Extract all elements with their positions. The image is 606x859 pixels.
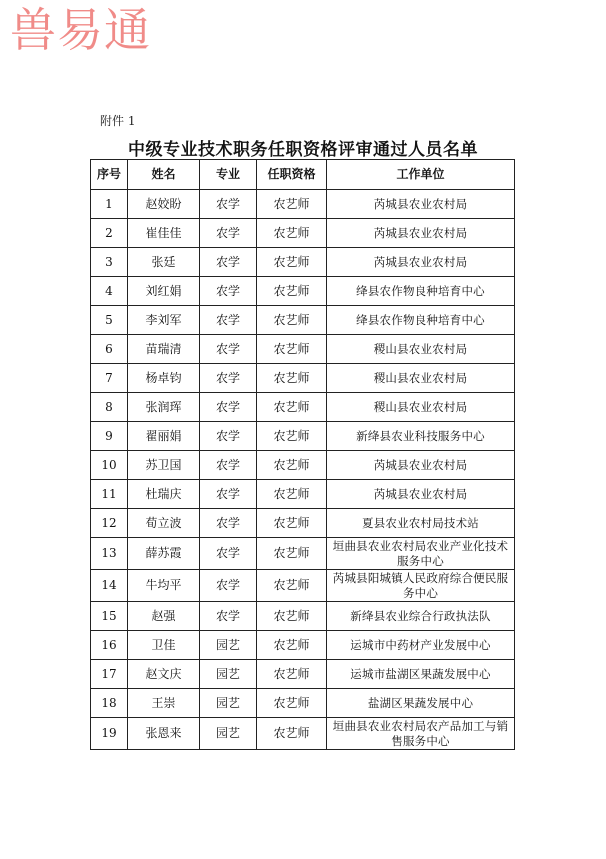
cell-name: 崔佳佳 — [128, 219, 200, 248]
cell-qualification: 农艺师 — [257, 335, 327, 364]
table-row — [91, 660, 515, 689]
cell-qualification: 农艺师 — [257, 718, 327, 750]
cell-major: 园艺 — [200, 660, 257, 689]
cell-name: 翟丽娟 — [128, 422, 200, 451]
cell-major: 农学 — [200, 393, 257, 422]
cell-major: 农学 — [200, 190, 257, 219]
cell-unit: 芮城县农业农村局 — [327, 248, 515, 277]
cell-qualification: 农艺师 — [257, 480, 327, 509]
cell-major: 农学 — [200, 451, 257, 480]
cell-major: 农学 — [200, 335, 257, 364]
table-row — [91, 602, 515, 631]
cell-no: 13 — [91, 538, 128, 570]
roster-table — [90, 159, 515, 750]
cell-major: 农学 — [200, 277, 257, 306]
cell-major: 农学 — [200, 509, 257, 538]
table-row — [91, 570, 515, 602]
cell-major: 农学 — [200, 364, 257, 393]
cell-qualification: 农艺师 — [257, 364, 327, 393]
table-row — [91, 509, 515, 538]
cell-qualification: 农艺师 — [257, 689, 327, 718]
header-row — [91, 160, 515, 190]
cell-no: 14 — [91, 570, 128, 602]
cell-name: 刘红娟 — [128, 277, 200, 306]
cell-no: 10 — [91, 451, 128, 480]
document-title: 中级专业技术职务任职资格评审通过人员名单 — [128, 140, 478, 160]
cell-qualification: 农艺师 — [257, 509, 327, 538]
cell-unit: 垣曲县农业农村局农产品加工与销售服务中心 — [327, 718, 515, 750]
cell-major: 农学 — [200, 602, 257, 631]
cell-unit: 稷山县农业农村局 — [327, 364, 515, 393]
cell-name: 杜瑞庆 — [128, 480, 200, 509]
cell-name: 杨卓钧 — [128, 364, 200, 393]
cell-major: 园艺 — [200, 689, 257, 718]
table-row — [91, 335, 515, 364]
cell-qualification: 农艺师 — [257, 570, 327, 602]
cell-unit: 新绛县农业科技服务中心 — [327, 422, 515, 451]
cell-name: 赵强 — [128, 602, 200, 631]
cell-name: 赵姣盼 — [128, 190, 200, 219]
cell-major: 农学 — [200, 248, 257, 277]
cell-qualification: 农艺师 — [257, 422, 327, 451]
cell-no: 16 — [91, 631, 128, 660]
table-row — [91, 451, 515, 480]
column-header-name: 姓名 — [128, 160, 200, 190]
table-row — [91, 393, 515, 422]
cell-major: 农学 — [200, 306, 257, 335]
cell-unit: 夏县农业农村局技术站 — [327, 509, 515, 538]
cell-no: 4 — [91, 277, 128, 306]
table-row — [91, 219, 515, 248]
cell-major: 农学 — [200, 480, 257, 509]
table-row — [91, 190, 515, 219]
cell-no: 9 — [91, 422, 128, 451]
column-header-major: 专业 — [200, 160, 257, 190]
table-row — [91, 689, 515, 718]
cell-unit: 稷山县农业农村局 — [327, 335, 515, 364]
table-row — [91, 480, 515, 509]
cell-no: 17 — [91, 660, 128, 689]
cell-major: 园艺 — [200, 718, 257, 750]
cell-unit: 新绛县农业综合行政执法队 — [327, 602, 515, 631]
cell-qualification: 农艺师 — [257, 451, 327, 480]
cell-name: 牛均平 — [128, 570, 200, 602]
table-row — [91, 248, 515, 277]
table-row — [91, 422, 515, 451]
cell-qualification: 农艺师 — [257, 277, 327, 306]
table-header — [91, 160, 515, 190]
cell-no: 5 — [91, 306, 128, 335]
attachment-label: 附件 1 — [100, 114, 136, 128]
cell-qualification: 农艺师 — [257, 631, 327, 660]
cell-qualification: 农艺师 — [257, 248, 327, 277]
column-header-qualification: 任职资格 — [257, 160, 327, 190]
cell-no: 8 — [91, 393, 128, 422]
cell-name: 赵文庆 — [128, 660, 200, 689]
cell-unit: 芮城县农业农村局 — [327, 190, 515, 219]
cell-unit: 绛县农作物良种培育中心 — [327, 306, 515, 335]
column-header-unit: 工作单位 — [327, 160, 515, 190]
cell-name: 张廷 — [128, 248, 200, 277]
cell-name: 苏卫国 — [128, 451, 200, 480]
cell-major: 农学 — [200, 570, 257, 602]
cell-unit: 芮城县农业农村局 — [327, 480, 515, 509]
cell-qualification: 农艺师 — [257, 602, 327, 631]
cell-major: 农学 — [200, 538, 257, 570]
cell-no: 6 — [91, 335, 128, 364]
cell-no: 12 — [91, 509, 128, 538]
cell-unit: 垣曲县农业农村局农业产业化技术服务中心 — [327, 538, 515, 570]
table-row — [91, 306, 515, 335]
cell-unit: 绛县农作物良种培育中心 — [327, 277, 515, 306]
table-row — [91, 538, 515, 570]
cell-qualification: 农艺师 — [257, 538, 327, 570]
cell-unit: 稷山县农业农村局 — [327, 393, 515, 422]
cell-no: 15 — [91, 602, 128, 631]
table-row — [91, 364, 515, 393]
cell-qualification: 农艺师 — [257, 660, 327, 689]
cell-unit: 芮城县农业农村局 — [327, 219, 515, 248]
cell-no: 2 — [91, 219, 128, 248]
cell-no: 11 — [91, 480, 128, 509]
cell-name: 苗瑞清 — [128, 335, 200, 364]
cell-unit: 运城市中药材产业发展中心 — [327, 631, 515, 660]
cell-name: 王崇 — [128, 689, 200, 718]
table-row — [91, 718, 515, 750]
watermark-logo: 兽易通 — [10, 3, 151, 57]
cell-name: 张润珲 — [128, 393, 200, 422]
cell-name: 薛苏霞 — [128, 538, 200, 570]
cell-name: 李刘军 — [128, 306, 200, 335]
table-row — [91, 631, 515, 660]
column-header-no: 序号 — [91, 160, 128, 190]
cell-major: 农学 — [200, 422, 257, 451]
cell-no: 1 — [91, 190, 128, 219]
cell-name: 张恩来 — [128, 718, 200, 750]
cell-no: 7 — [91, 364, 128, 393]
table-row — [91, 277, 515, 306]
cell-qualification: 农艺师 — [257, 306, 327, 335]
cell-qualification: 农艺师 — [257, 393, 327, 422]
cell-no: 3 — [91, 248, 128, 277]
cell-qualification: 农艺师 — [257, 219, 327, 248]
cell-no: 18 — [91, 689, 128, 718]
table-body — [91, 190, 515, 750]
cell-unit: 芮城县阳城镇人民政府综合便民服务中心 — [327, 570, 515, 602]
cell-unit: 盐湖区果蔬发展中心 — [327, 689, 515, 718]
cell-qualification: 农艺师 — [257, 190, 327, 219]
cell-name: 荀立波 — [128, 509, 200, 538]
cell-major: 园艺 — [200, 631, 257, 660]
cell-unit: 运城市盐湖区果蔬发展中心 — [327, 660, 515, 689]
cell-unit: 芮城县农业农村局 — [327, 451, 515, 480]
cell-no: 19 — [91, 718, 128, 750]
cell-major: 农学 — [200, 219, 257, 248]
cell-name: 卫佳 — [128, 631, 200, 660]
